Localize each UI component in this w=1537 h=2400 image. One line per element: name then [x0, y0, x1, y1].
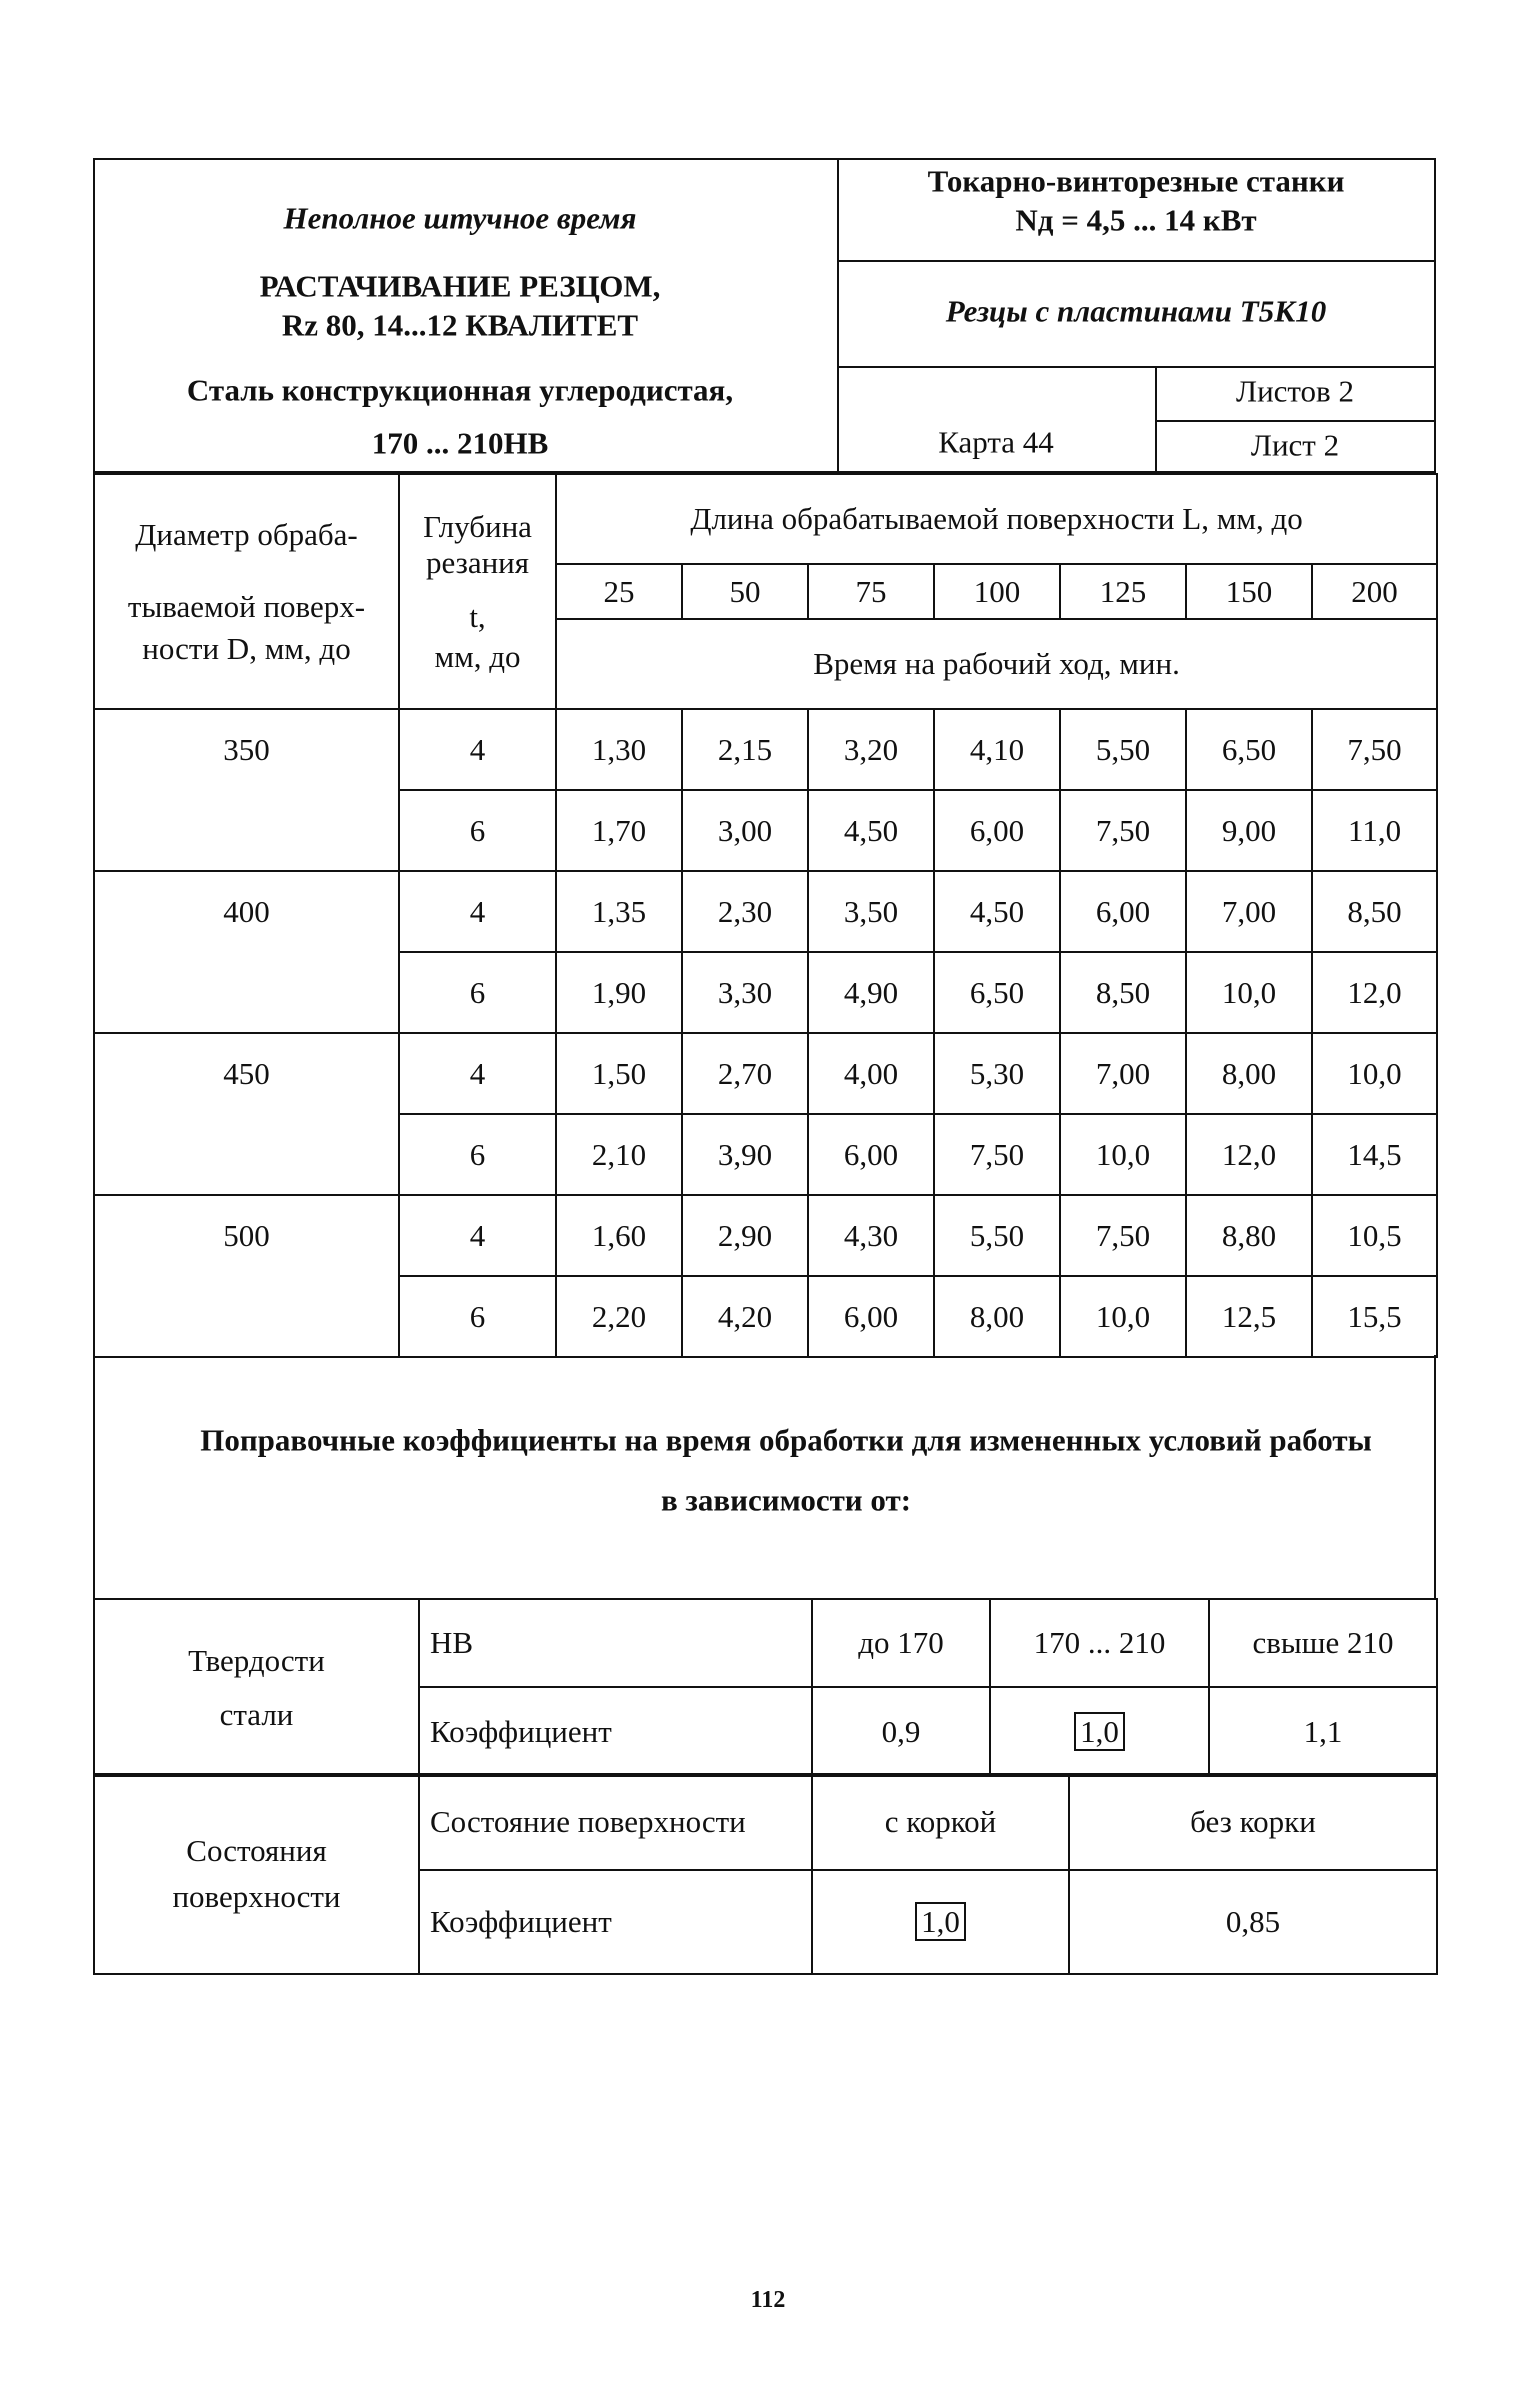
time-value-cell: 5,30 — [934, 1033, 1060, 1114]
hardness-range: 170 ... 210 — [990, 1599, 1209, 1687]
time-value-cell: 4,10 — [934, 709, 1060, 790]
diameter-cell: 500 — [94, 1195, 399, 1357]
time-value-cell: 8,00 — [1186, 1033, 1312, 1114]
time-value-cell: 9,00 — [1186, 790, 1312, 871]
header-material-1: Сталь конструкционная углеродистая, — [186, 372, 734, 408]
time-value-cell: 7,50 — [934, 1114, 1060, 1195]
time-value-cell: 15,5 — [1312, 1276, 1437, 1357]
surface-state: с коркой — [812, 1774, 1069, 1870]
surface-param: Состояние поверхности — [419, 1774, 812, 1870]
time-header — [556, 619, 1437, 709]
length-header — [556, 474, 1437, 564]
corrections-title-block — [93, 1355, 1436, 1599]
hardness-label-l2: стали — [219, 1696, 294, 1732]
length-cell: 125 — [1060, 564, 1186, 619]
time-value-cell: 2,15 — [682, 709, 808, 790]
header-sheet: Лист 2 — [1250, 427, 1340, 463]
data-rows — [94, 709, 1437, 1357]
time-value-cell: 6,50 — [1186, 709, 1312, 790]
hardness-coef-label: Коэффициент — [419, 1687, 812, 1776]
time-value-cell: 1,35 — [556, 871, 682, 952]
header-sheet-divider — [1155, 420, 1436, 422]
time-value-cell: 7,00 — [1186, 871, 1312, 952]
time-value-cell: 6,00 — [808, 1276, 934, 1357]
time-value-cell: 10,0 — [1060, 1276, 1186, 1357]
time-value-cell: 3,20 — [808, 709, 934, 790]
main-time-table — [93, 473, 1438, 1358]
diameter-cell: 350 — [94, 709, 399, 871]
col-header-diameter — [94, 474, 399, 709]
depth-cell: 4 — [399, 871, 556, 952]
time-value-cell: 5,50 — [1060, 709, 1186, 790]
time-value-cell: 14,5 — [1312, 1114, 1437, 1195]
time-value-cell: 12,0 — [1186, 1114, 1312, 1195]
surface-table — [93, 1773, 1438, 1975]
length-header-text: Длина обрабатываемой поверхности L, мм, до — [690, 501, 1303, 536]
time-value-cell: 8,80 — [1186, 1195, 1312, 1276]
time-value-cell: 4,50 — [934, 871, 1060, 952]
hardness-range: до 170 — [812, 1599, 990, 1687]
col-header-depth-l3: t, — [469, 598, 486, 634]
time-value-cell: 7,50 — [1060, 1195, 1186, 1276]
col-header-depth-l2: резания — [425, 544, 530, 580]
hardness-value: 1,1 — [1209, 1687, 1437, 1776]
time-value-cell: 11,0 — [1312, 790, 1437, 871]
header-right-line-2 — [837, 366, 1436, 368]
diameter-cell: 400 — [94, 871, 399, 1033]
time-value-cell: 4,90 — [808, 952, 934, 1033]
surface-value-boxed: 1,0 — [915, 1902, 966, 1941]
depth-cell: 6 — [399, 1276, 556, 1357]
time-value-cell: 1,50 — [556, 1033, 682, 1114]
header-material-2: 170 ... 210НВ — [371, 425, 549, 461]
hardness-range: свыше 210 — [1209, 1599, 1437, 1687]
length-cell: 25 — [556, 564, 682, 619]
time-value-cell: 1,30 — [556, 709, 682, 790]
hardness-label — [94, 1599, 419, 1776]
time-value-cell: 1,60 — [556, 1195, 682, 1276]
time-value-cell: 2,90 — [682, 1195, 808, 1276]
hardness-table — [93, 1598, 1438, 1777]
col-header-depth-l4: мм, до — [434, 638, 521, 674]
time-value-cell: 1,70 — [556, 790, 682, 871]
depth-cell: 4 — [399, 709, 556, 790]
time-value-cell: 6,00 — [1060, 871, 1186, 952]
surface-value: 0,85 — [1069, 1870, 1437, 1974]
depth-cell: 6 — [399, 1114, 556, 1195]
time-value-cell: 4,20 — [682, 1276, 808, 1357]
time-value-cell: 5,50 — [934, 1195, 1060, 1276]
time-value-cell: 3,00 — [682, 790, 808, 871]
time-value-cell: 12,0 — [1312, 952, 1437, 1033]
col-header-diameter-l1: Диаметр обраба- — [135, 516, 358, 552]
time-value-cell: 8,00 — [934, 1276, 1060, 1357]
table-row — [94, 709, 1437, 790]
hardness-value-selected — [990, 1687, 1209, 1776]
time-value-cell: 6,00 — [808, 1114, 934, 1195]
surface-value-selected — [812, 1870, 1069, 1974]
table-row — [94, 871, 1437, 952]
header-machine-1: Токарно-винторезные станки — [927, 163, 1345, 199]
time-value-cell: 2,20 — [556, 1276, 682, 1357]
length-cell: 75 — [808, 564, 934, 619]
time-value-cell: 6,50 — [934, 952, 1060, 1033]
diameter-cell: 450 — [94, 1033, 399, 1195]
time-value-cell: 2,70 — [682, 1033, 808, 1114]
surface-label — [94, 1774, 419, 1974]
time-value-cell: 10,0 — [1312, 1033, 1437, 1114]
col-header-diameter-l3: ности D, мм, до — [142, 630, 351, 666]
time-value-cell: 10,5 — [1312, 1195, 1437, 1276]
time-value-cell: 6,00 — [934, 790, 1060, 871]
col-header-depth-l1: Глубина — [423, 508, 532, 544]
time-value-cell: 4,50 — [808, 790, 934, 871]
length-cell: 150 — [1186, 564, 1312, 619]
time-value-cell: 8,50 — [1060, 952, 1186, 1033]
time-value-cell: 3,30 — [682, 952, 808, 1033]
time-value-cell: 10,0 — [1060, 1114, 1186, 1195]
table-row — [94, 1033, 1437, 1114]
time-value-cell: 7,50 — [1060, 790, 1186, 871]
page-number: 112 — [750, 2287, 786, 2313]
surface-label-l1: Состояния — [186, 1833, 327, 1868]
header-sheets-total: Листов 2 — [1236, 373, 1354, 409]
corrections-title-2: в зависимости от: — [660, 1482, 912, 1518]
time-header-text: Время на рабочий ход, мин. — [813, 646, 1180, 681]
time-value-cell: 3,90 — [682, 1114, 808, 1195]
depth-cell: 6 — [399, 790, 556, 871]
time-value-cell: 10,0 — [1186, 952, 1312, 1033]
col-header-depth — [399, 474, 556, 709]
header-title-1: РАСТАЧИВАНИЕ РЕЗЦОМ, — [259, 268, 661, 304]
surface-coef-label: Коэффициент — [419, 1870, 812, 1974]
length-cell: 50 — [682, 564, 808, 619]
hardness-value: 0,9 — [812, 1687, 990, 1776]
header-right-line-1 — [837, 260, 1436, 262]
table-row — [94, 1195, 1437, 1276]
hardness-value-boxed: 1,0 — [1074, 1712, 1125, 1751]
time-value-cell: 3,50 — [808, 871, 934, 952]
depth-cell: 6 — [399, 952, 556, 1033]
time-value-cell: 7,50 — [1312, 709, 1437, 790]
length-cell: 100 — [934, 564, 1060, 619]
hardness-label-l1: Твердости — [188, 1642, 325, 1678]
hardness-param: НВ — [419, 1599, 812, 1687]
time-value-cell: 1,90 — [556, 952, 682, 1033]
time-value-cell: 8,50 — [1312, 871, 1437, 952]
length-cell: 200 — [1312, 564, 1437, 619]
header-subtitle: Неполное штучное время — [283, 200, 637, 236]
col-header-diameter-l2: тываемой поверх- — [127, 588, 366, 624]
header-tool: Резцы с пластинами Т5К10 — [945, 293, 1327, 329]
depth-cell: 4 — [399, 1195, 556, 1276]
header-title-2: Rz 80, 14...12 КВАЛИТЕТ — [281, 307, 639, 343]
time-value-cell: 4,00 — [808, 1033, 934, 1114]
time-value-cell: 2,10 — [556, 1114, 682, 1195]
time-value-cell: 4,30 — [808, 1195, 934, 1276]
header-machine-2: Nд = 4,5 ... 14 кВт — [1015, 202, 1257, 238]
depth-cell: 4 — [399, 1033, 556, 1114]
time-value-cell: 12,5 — [1186, 1276, 1312, 1357]
surface-state: без корки — [1069, 1774, 1437, 1870]
header-card: Карта 44 — [938, 424, 1054, 460]
corrections-title-1: Поправочные коэффициенты на время обработки для измененных условий работы — [200, 1422, 1372, 1458]
surface-label-l2: поверхности — [172, 1879, 341, 1914]
time-value-cell: 2,30 — [682, 871, 808, 952]
header-divider — [837, 158, 839, 473]
time-value-cell: 7,00 — [1060, 1033, 1186, 1114]
